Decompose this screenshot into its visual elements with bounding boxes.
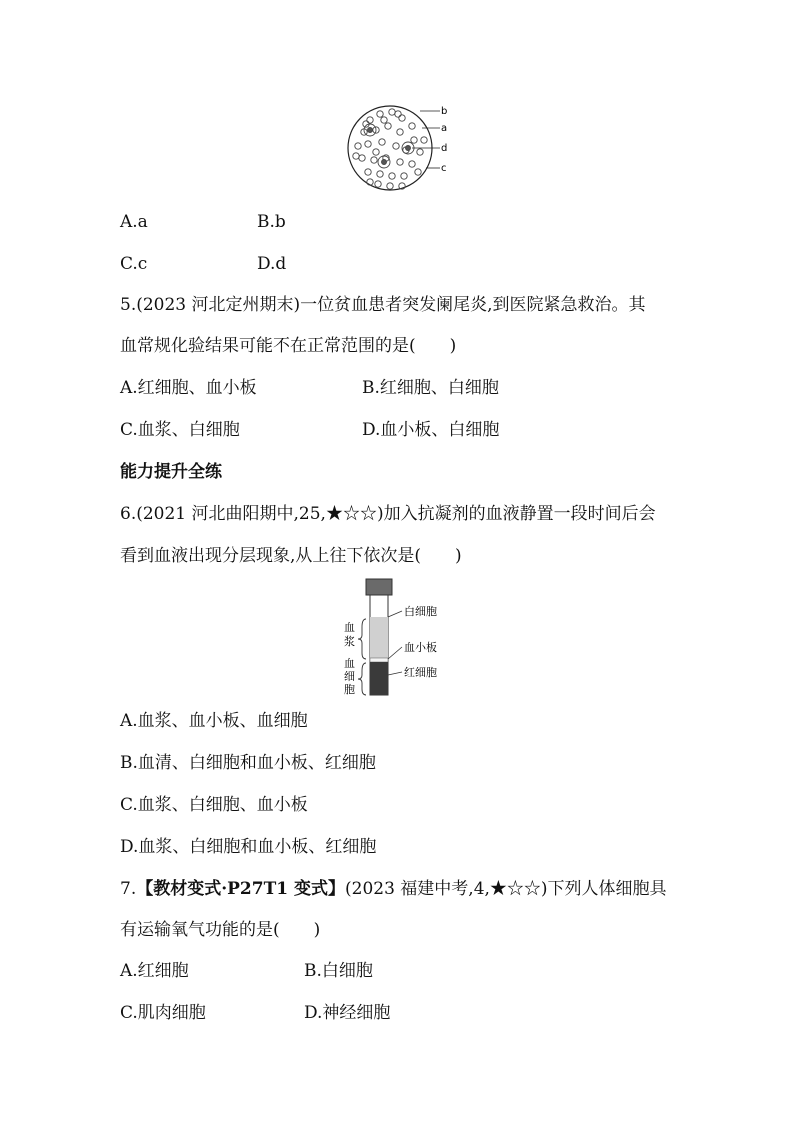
q5-option-a[interactable]: A.红细胞、血小板 — [120, 378, 257, 398]
q5-stem-line2: 血常规化验结果可能不在正常范围的是( ) — [120, 336, 457, 356]
q7-stem-line2: 有运输氧气功能的是( ) — [120, 920, 321, 940]
q4-option-c[interactable]: C.c — [120, 254, 148, 274]
q7-stem-line1 — [120, 878, 667, 900]
figure-label-c: c — [441, 163, 447, 174]
q7-option-b[interactable]: B.白细胞 — [304, 961, 373, 981]
q7-stem-rest: (2023 福建中考,4,★☆☆)下列人体细胞具 — [345, 879, 667, 899]
q5-stem-line1: 5.(2023 河北定州期末)一位贫血患者突发阑尾炎,到医院紧急救治。其 — [120, 295, 646, 315]
figure-label-b: b — [441, 106, 448, 117]
label-bloodcell-2: 细 — [344, 670, 355, 683]
q7-number: 7. — [120, 879, 137, 899]
q5-option-d[interactable]: D.血小板、白细胞 — [362, 420, 500, 440]
q6-stem-line1: 6.(2021 河北曲阳期中,25,★☆☆)加入抗凝剂的血液静置一段时间后会 — [120, 504, 656, 524]
test-tube-figure — [330, 575, 460, 700]
q7-option-d[interactable]: D.神经细胞 — [304, 1003, 391, 1023]
blood-smear-figure — [340, 100, 460, 195]
q6-stem-line2: 看到血液出现分层现象,从上往下依次是( ) — [120, 546, 462, 566]
label-white-cell: 白细胞 — [404, 605, 437, 618]
figure-label-d: d — [441, 143, 448, 154]
q5-option-c[interactable]: C.血浆、白细胞 — [120, 420, 240, 440]
q4-option-d[interactable]: D.d — [257, 254, 287, 274]
label-platelet: 血小板 — [404, 641, 437, 654]
label-red-cell: 红细胞 — [404, 666, 437, 679]
section-title: 能力提升全练 — [120, 462, 222, 482]
q7-option-a[interactable]: A.红细胞 — [120, 961, 189, 981]
q4-option-b[interactable]: B.b — [257, 212, 286, 232]
q6-option-c[interactable]: C.血浆、白细胞、血小板 — [120, 795, 308, 815]
q5-option-b[interactable]: B.红细胞、白细胞 — [362, 378, 499, 398]
label-plasma-2: 浆 — [344, 635, 355, 648]
q6-option-a[interactable]: A.血浆、血小板、血细胞 — [120, 711, 308, 731]
q6-option-d[interactable]: D.血浆、白细胞和血小板、红细胞 — [120, 837, 377, 857]
figure-label-a: a — [441, 123, 448, 134]
label-bloodcell-3: 胞 — [344, 683, 355, 696]
q7-tag: 【教材变式·P27T1 变式】 — [136, 879, 345, 899]
q6-option-b[interactable]: B.血清、白细胞和血小板、红细胞 — [120, 753, 376, 773]
q7-option-c[interactable]: C.肌肉细胞 — [120, 1003, 206, 1023]
label-plasma-1: 血 — [344, 621, 355, 634]
label-bloodcell-1: 血 — [344, 657, 355, 670]
q4-option-a[interactable]: A.a — [120, 212, 148, 232]
